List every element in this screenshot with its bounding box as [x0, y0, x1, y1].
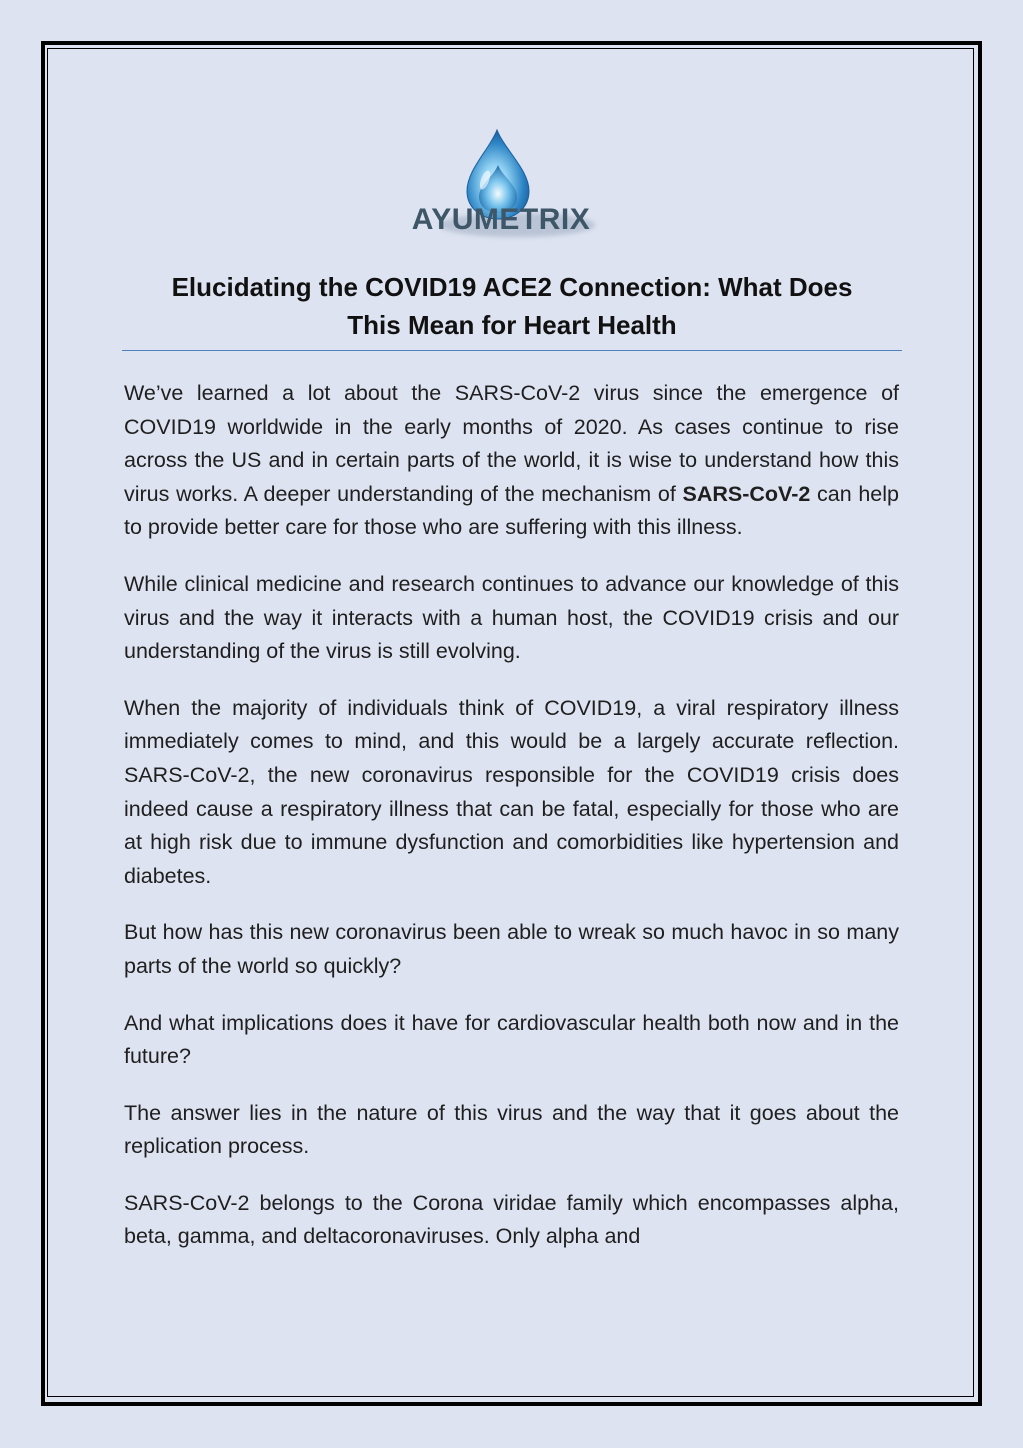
paragraph-1-text-b: can help to provide better care for those who are suffering with this illness.	[124, 481, 899, 540]
title-divider	[122, 350, 902, 351]
paragraph-1	[124, 377, 899, 545]
article-title	[122, 268, 902, 344]
paragraph-3: When the majority of individuals think of COVID19, a viral respiratory illness immediately comes to mind, and this would be a largely accurate reflection. SARS-CoV-2, the new coronavirus responsible for the COVID19 crisis does indeed cause a respiratory illness that can be fatal, especially for those who are at high risk due to immune dysfunction and comorbidities like hypertension and diabetes.	[124, 695, 899, 888]
paragraph-7: SARS-CoV-2 belongs to the Corona viridae family which encompasses alpha, beta, gamma, and deltacoronaviruses. Only alpha and	[124, 1190, 899, 1249]
title-line-2: This Mean for Heart Health	[347, 310, 677, 340]
paragraph-2: While clinical medicine and research continues to advance our knowledge of this virus and the way it interacts with a human host, the COVID19 crisis and our understanding of the virus is still evolving.	[124, 571, 899, 664]
ayumetrix-logo	[405, 125, 625, 255]
sars-cov-2-emphasis: SARS-CoV-2	[682, 481, 811, 506]
water-drop-icon	[405, 125, 625, 255]
paragraph-5: And what implications does it have for cardiovascular health both now and in the future?	[124, 1010, 899, 1069]
title-line-1: Elucidating the COVID19 ACE2 Connection: What Does	[171, 272, 853, 302]
logo-wordmark: AYUMETRIX	[411, 203, 591, 236]
article-body	[124, 377, 899, 1277]
paragraph-4: But how has this new coronavirus been able to wreak so much havoc in so many parts of the world so quickly?	[124, 920, 899, 978]
paragraph-6: The answer lies in the nature of this virus and the way that it goes about the replication process.	[124, 1100, 899, 1159]
paragraph-1-text-a: We’ve learned a lot about the SARS-CoV-2 virus since the emergence of COVID19 worldwide in the early months of 2020. As cases continue to rise across the US and in certain parts of the world, it is wise to understand how this virus works. A deeper understanding of the mechanism of	[124, 381, 899, 506]
